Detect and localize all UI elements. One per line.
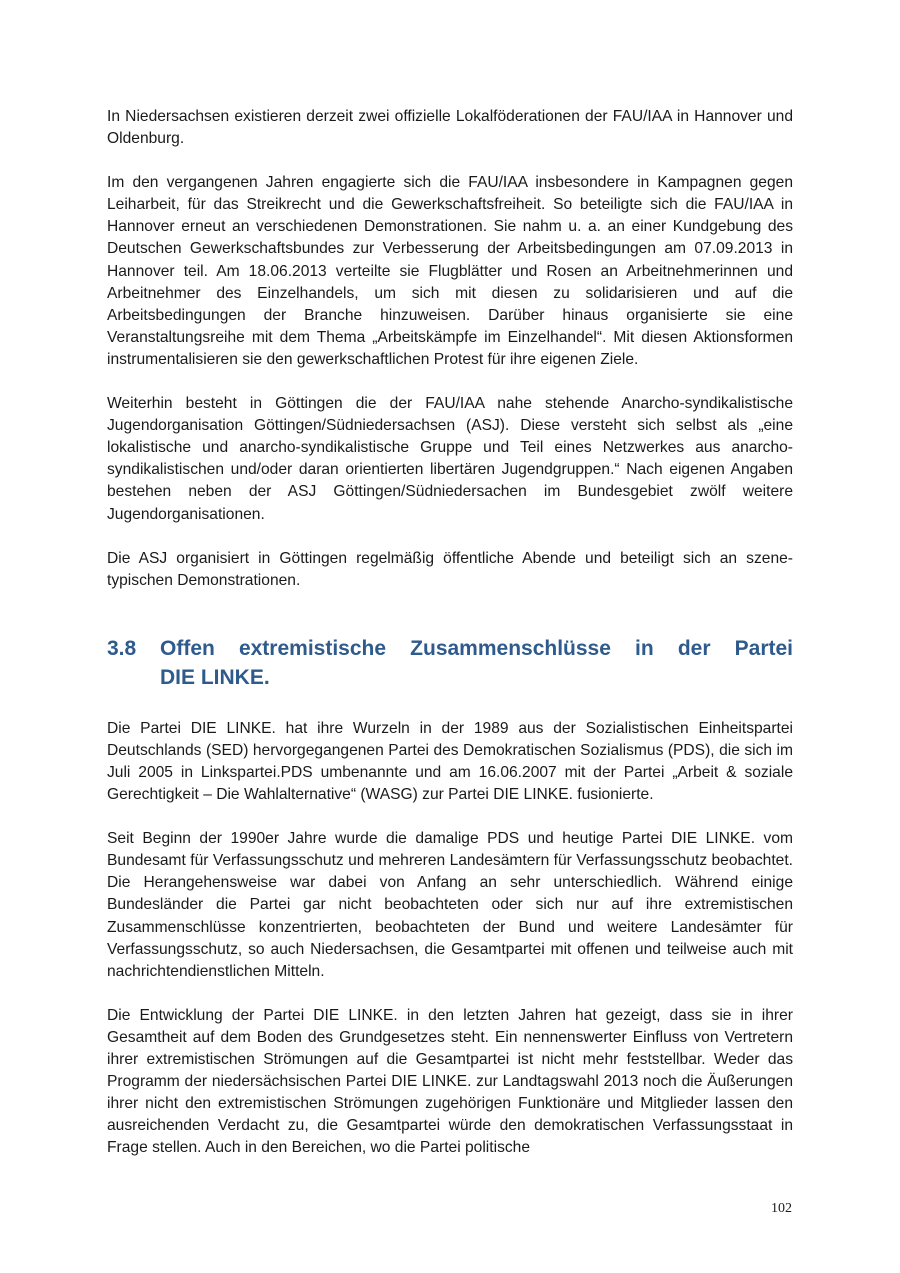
paragraph-linke-development: Die Entwicklung der Partei DIE LINKE. in den letzten Jahren hat gezeigt, dass sie in ihrer Gesamtheit auf dem Boden des Grundgesetzes steht. Ein nennenswerter Einfluss von Vertretern ihrer extremistischen Strömungen auf die Gesamtpartei ist nicht mehr feststellbar. Weder das Programm der niedersächsischen Partei DIE LINKE. zur Landtagswahl 2013 noch die Äußerungen ihrer nicht den extremistischen Strömungen zugehörigen Funktionäre und Mitglieder lassen den ausreichenden Verdacht zu, die Gesamtpartei würde den demokratischen Verfassungsstaat in Frage stellen. Auch in den Bereichen, wo die Partei politische <box>107 1006 793 1157</box>
section-title-line-2: DIE LINKE. <box>160 665 270 689</box>
paragraph-asj-activities: Die ASJ organisiert in Göttingen regelmäßig öffentliche Abende und beteiligt sich an szenetypischen Demonstrationen. <box>107 549 793 589</box>
section-heading <box>107 634 793 692</box>
page-number: 102 <box>771 1201 792 1216</box>
paragraph-linke-origins: Die Partei DIE LINKE. hat ihre Wurzeln in der 1989 aus der Sozialistischen Einheitspartei Deutschlands (SED) hervorgegangenen Partei des Demokratischen Sozialismus (PDS), die sich im Juli 2005 in Linkspartei.PDS umbenannte und am 16.06.2007 mit der Partei „Arbeit & soziale Gerechtigkeit – Die Wahlalternative“ (WASG) zur Partei DIE LINKE. fusionierte. <box>107 719 793 804</box>
section-title-line-1: Offen extremistische Zusammenschlüsse in der Partei <box>160 636 793 660</box>
document-page <box>107 106 793 1181</box>
section-title <box>160 634 793 692</box>
paragraph-fau-local-federations: In Niedersachsen existieren derzeit zwei offizielle Lokalföderationen der FAU/IAA in Hannover und Oldenburg. <box>107 108 793 148</box>
section-number: 3.8 <box>107 636 137 660</box>
paragraph-linke-observation: Seit Beginn der 1990er Jahre wurde die damalige PDS und heutige Partei DIE LINKE. vom Bundesamt für Verfassungsschutz und mehreren Landesämtern für Verfassungsschutz beobachtet. Die Herangehensweise war dabei von Anfang an sehr unterschiedlich. Während einige Bundesländer die Partei gar nicht beobachteten oder sich nur auf ihre extremistischen Zusammenschlüsse konzentrierten, beobachteten der Bund und weitere Landesämter für Verfassungsschutz, so auch Niedersachsen, die Gesamtpartei mit offenen und teilweise auch mit nachrichtendienstlichen Mitteln. <box>107 830 793 980</box>
paragraph-fau-campaigns: Im den vergangenen Jahren engagierte sich die FAU/IAA insbesondere in Kampagnen gegen Leiharbeit, für das Streikrecht und die Gewerkschaftsfreiheit. So beteiligte sich die FAU/IAA in Hannover erneut an verschiedenen Demonstrationen. Sie nahm u. a. an einer Kundgebung des Deutschen Gewerkschaftsbundes zur Verbesserung der Arbeitsbedingungen am 07.09.2013 in Hannover teil. Am 18.06.2013 verteilte sie Flugblätter und Rosen an Arbeitnehmerinnen und Arbeitnehmer des Einzelhandels, um sich mit diesen zu solidarisieren und auf die Arbeitsbedingungen der Branche hinzuweisen. Darüber hinaus organisierte sie eine Veranstaltungsreihe mit dem Thema „Arbeitskämpfe im Einzelhandel“. Mit diesen Aktionsformen instrumentalisieren sie den gewerkschaftlichen Protest für ihre eigenen Ziele. <box>107 174 793 368</box>
paragraph-asj-goettingen: Weiterhin besteht in Göttingen die der FAU/IAA nahe stehende Anarcho-syndikalistische Jugendorganisation Göttingen/Südniedersachsen (ASJ). Diese versteht sich selbst als „eine lokalistische und anarcho-syndikalistische Gruppe und Teil eines Netzwerkes aus anarcho-syndikalistischen und/oder daran orientierten libertären Jugendgruppen.“ Nach eigenen Angaben bestehen neben der ASJ Göttingen/Südniedersachen im Bundesgebiet zwölf weitere Jugendorganisationen. <box>107 395 793 523</box>
